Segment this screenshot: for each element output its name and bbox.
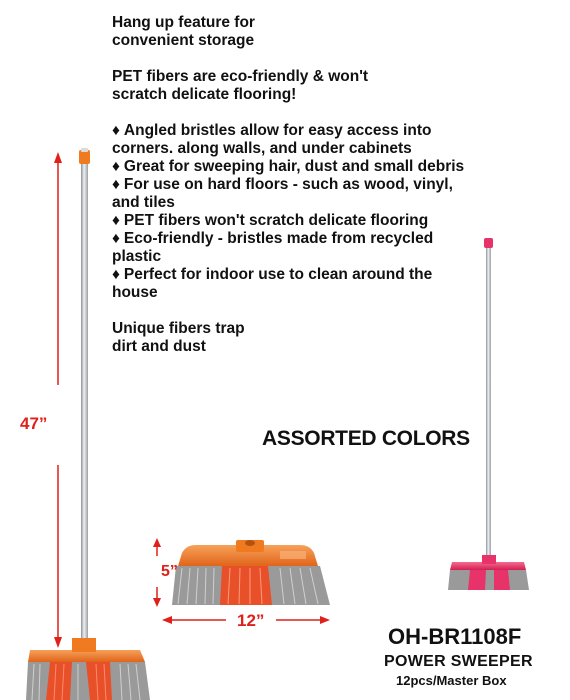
head-width-label: 12” [237,611,265,630]
list-item: ♦ Eco-friendly - bristles made from recycled plastic [112,230,434,265]
broom-handle [81,153,88,645]
head-height-arrow [153,538,161,607]
broom-head-closeup [172,540,330,605]
head-height-label: 5” [161,563,178,580]
diamond-bullet-icon: ♦ [112,230,120,247]
diamond-bullet-icon: ♦ [112,266,120,283]
list-item: ♦ PET fibers won't scratch delicate flooring [112,212,429,229]
intro-hang-up: Hang up feature for convenient storage [112,14,255,49]
list-item: ♦ Great for sweeping hair, dust and small debris [112,158,465,175]
intro-pet-fibers: PET fibers are eco-friendly & won't scratch delicate flooring! [112,68,369,103]
height-label: 47” [20,414,48,433]
diamond-bullet-icon: ♦ [112,122,120,139]
hang-cap [79,150,90,164]
small-broom-handle [486,245,491,563]
bristles [26,662,150,700]
assorted-colors-label: ASSORTED COLORS [262,427,470,450]
diamond-bullet-icon: ♦ [112,212,120,229]
product-name: POWER SWEEPER [384,653,533,670]
height-dimension-arrow [54,152,62,648]
list-item: ♦ Perfect for indoor use to clean around the house [112,266,433,301]
feature-copy [112,14,472,374]
diamond-bullet-icon: ♦ [112,176,120,193]
list-item: ♦ For use on hard floors - such as wood, vinyl, and tiles [112,176,453,211]
closing-text: Unique fibers trap dirt and dust [112,320,245,355]
pack-quantity: 12pcs/Master Box [396,673,507,688]
diamond-bullet-icon: ♦ [112,158,120,175]
list-item: ♦ Angled bristles allow for easy access into corners. along walls, and under cabinets [112,122,432,157]
feature-list [112,122,472,302]
model-number: OH-BR1108F [388,624,522,649]
